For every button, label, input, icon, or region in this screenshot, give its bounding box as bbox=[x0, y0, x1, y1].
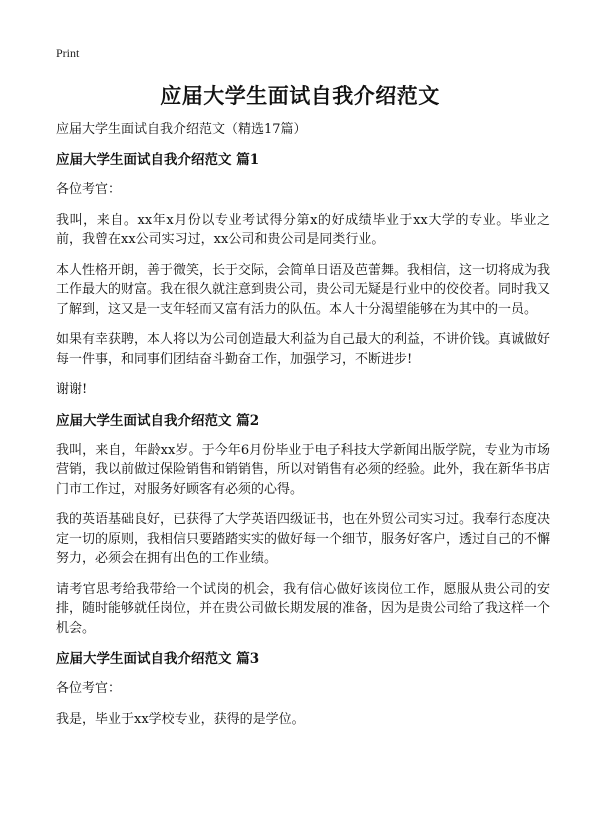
paragraph: 如果有幸获聘，本人将以为公司创造最大利益为自己最大的利益，不讲价钱。真诚做好每一件事，和同事们团结奋斗勤奋工作，加强学习，不断进步! bbox=[56, 332, 551, 367]
print-label: Print bbox=[56, 46, 80, 60]
paragraph: 请考官思考给我带给一个试岗的机会，我有信心做好该岗位工作，愿服从贵公司的安排，随时能够就任岗位，并在贵公司做长期发展的准备，因为是贵公司给了我这样一个机会。 bbox=[56, 581, 551, 636]
paragraph: 我的英语基础良好，已获得了大学英语四级证书，也在外贸公司实习过。我奉行态度决定一切的原则，我相信只要踏踏实实的做好每一个细节，服务好客户，透过自己的不懈努力，必须会在拥有出色的工作业绩。 bbox=[56, 512, 551, 566]
paragraph: 各位考官： bbox=[56, 681, 122, 696]
document-subtitle: 应届大学生面试自我介绍范文（精选17篇） bbox=[56, 122, 307, 137]
paragraph: 各位考官： bbox=[56, 182, 122, 197]
paragraph: 我叫，来自。xx年x月份以专业考试得分第x的好成绩毕业于xx大学的专业。毕业之前，我曾在xx公司实习过，xx公司和贵公司是同类行业。 bbox=[56, 212, 550, 247]
section-heading: 应届大学生面试自我介绍范文 篇3 bbox=[56, 651, 260, 667]
section-heading: 应届大学生面试自我介绍范文 篇2 bbox=[56, 412, 260, 429]
section-heading: 应届大学生面试自我介绍范文 篇1 bbox=[56, 152, 260, 168]
section-3 bbox=[56, 649, 550, 729]
page-title: 应届大学生面试自我介绍范文 bbox=[160, 84, 440, 108]
document-body bbox=[56, 120, 550, 740]
paragraph: 我叫，来自，年龄xx岁。于今年6月份毕业于电子科技大学新闻出版学院，专业为市场营销，我以前做过保险销售和销销售，所以对销售有必须的经验。此外，我在新华书店门市工作过，对服务好顾客有必须的心得。 bbox=[56, 442, 551, 497]
paragraph: 谢谢! bbox=[56, 382, 88, 397]
section-1 bbox=[56, 150, 550, 400]
paragraph: 本人性格开朗，善于微笑，长于交际，会简单日语及芭蕾舞。我相信，这一切将成为我工作最大的财富。我在很久就注意到贵公司，贵公司无疑是行业中的佼佼者。同时我又了解到，这又是一支年轻而又富有活力的队伍。本人十分渴望能够在为其中的一员。 bbox=[56, 262, 551, 317]
paragraph: 我是，毕业于xx学校专业，获得的是学位。 bbox=[56, 711, 305, 727]
section-2 bbox=[56, 411, 550, 639]
